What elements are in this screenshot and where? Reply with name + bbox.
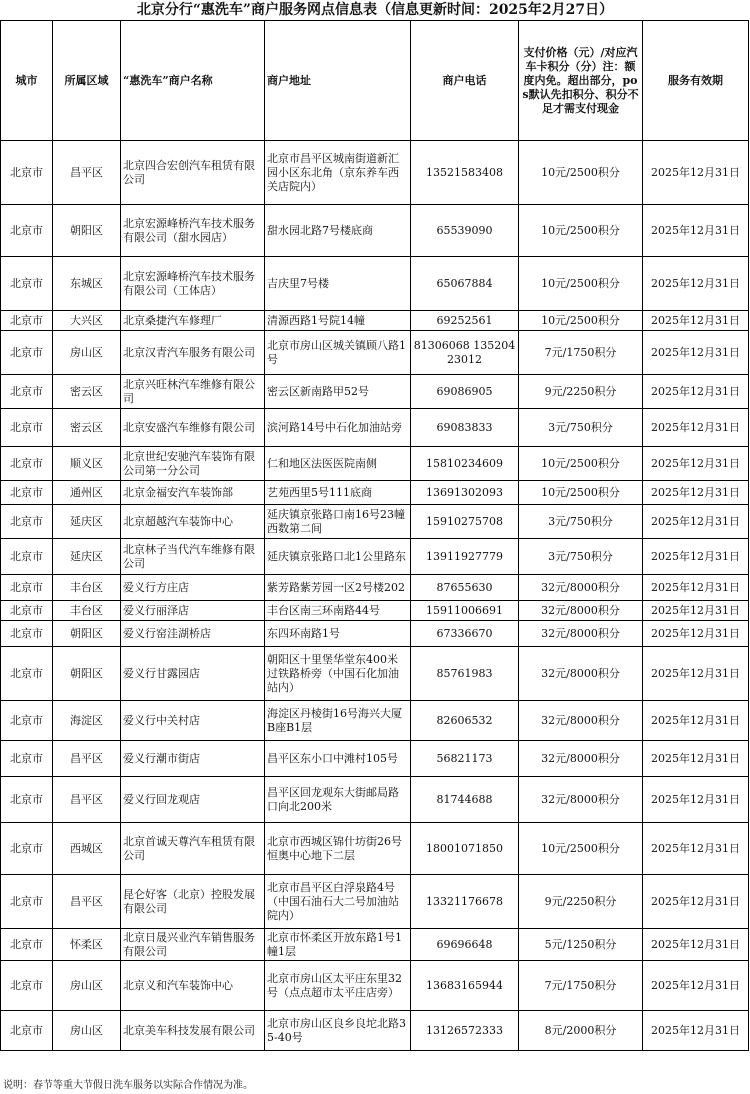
cell-district: 延庆区 (53, 505, 121, 539)
cell-district: 密云区 (53, 375, 121, 409)
cell-phone: 87655630 (411, 575, 519, 601)
cell-merchant: 北京义和汽车装饰中心 (121, 961, 265, 1011)
cell-price: 32元/8000积分 (519, 601, 643, 621)
cell-city: 北京市 (1, 141, 53, 205)
cell-address: 丰台区南三环南路44号 (265, 601, 411, 621)
header-phone: 商户电话 (411, 21, 519, 141)
cell-address: 仁和地区法医医院南侧 (265, 447, 411, 481)
cell-validity: 2025年12月31日 (643, 647, 749, 701)
table-row (1, 375, 749, 409)
cell-city: 北京市 (1, 539, 53, 575)
cell-address: 清源西路1号院14幢 (265, 311, 411, 331)
cell-city: 北京市 (1, 961, 53, 1011)
cell-district: 大兴区 (53, 311, 121, 331)
cell-city: 北京市 (1, 1011, 53, 1051)
cell-district: 怀柔区 (53, 929, 121, 961)
cell-city: 北京市 (1, 875, 53, 929)
cell-validity: 2025年12月31日 (643, 141, 749, 205)
cell-price: 10元/2500积分 (519, 823, 643, 875)
cell-validity: 2025年12月31日 (643, 701, 749, 741)
cell-city: 北京市 (1, 701, 53, 741)
table-row (1, 481, 749, 505)
table-row (1, 701, 749, 741)
cell-city: 北京市 (1, 505, 53, 539)
cell-address: 延庆镇京张路口北1公里路东 (265, 539, 411, 575)
table-row (1, 875, 749, 929)
footnote: 说明：春节等重大节假日洗车服务以实际合作情况为准。 (3, 1080, 253, 1091)
table-row (1, 539, 749, 575)
table-row (1, 447, 749, 481)
cell-phone: 13521583408 (411, 141, 519, 205)
cell-district: 海淀区 (53, 701, 121, 741)
cell-price: 10元/2500积分 (519, 481, 643, 505)
cell-price: 32元/8000积分 (519, 741, 643, 777)
cell-merchant: 北京林子当代汽车维修有限公司 (121, 539, 265, 575)
table-row (1, 205, 749, 257)
cell-merchant: 北京宏源峰桥汽车技术服务有限公司（甜水园店） (121, 205, 265, 257)
cell-address: 昌平区东小口中滩村105号 (265, 741, 411, 777)
cell-price: 10元/2500积分 (519, 311, 643, 331)
cell-merchant: 北京首诚天尊汽车租赁有限公司 (121, 823, 265, 875)
cell-district: 朝阳区 (53, 647, 121, 701)
cell-address: 昌平区回龙观东大街邮局路口向北200米 (265, 777, 411, 823)
cell-validity: 2025年12月31日 (643, 447, 749, 481)
cell-phone: 67336670 (411, 621, 519, 647)
cell-address: 海淀区丹棱街16号海兴大厦B座B1层 (265, 701, 411, 741)
table-row (1, 257, 749, 311)
cell-validity: 2025年12月31日 (643, 929, 749, 961)
cell-city: 北京市 (1, 621, 53, 647)
cell-validity: 2025年12月31日 (643, 777, 749, 823)
cell-phone: 69083833 (411, 409, 519, 447)
cell-phone: 13911927779 (411, 539, 519, 575)
cell-merchant: 爱义行甘露园店 (121, 647, 265, 701)
cell-district: 房山区 (53, 1011, 121, 1051)
cell-phone: 56821173 (411, 741, 519, 777)
cell-merchant: 爱义行回龙观店 (121, 777, 265, 823)
cell-validity: 2025年12月31日 (643, 875, 749, 929)
cell-phone: 15810234609 (411, 447, 519, 481)
table-row (1, 741, 749, 777)
table-row (1, 505, 749, 539)
cell-city: 北京市 (1, 575, 53, 601)
cell-city: 北京市 (1, 481, 53, 505)
cell-merchant: 爱义行窑洼湖桥店 (121, 621, 265, 647)
cell-city: 北京市 (1, 741, 53, 777)
cell-city: 北京市 (1, 331, 53, 375)
header-district: 所属区域 (53, 21, 121, 141)
cell-phone: 18001071850 (411, 823, 519, 875)
cell-address: 甜水园北路7号楼底商 (265, 205, 411, 257)
cell-address: 北京市昌平区白浮泉路4号（中国石油石大二号加油站院内） (265, 875, 411, 929)
cell-merchant: 北京世纪安驰汽车装饰有限公司第一分公司 (121, 447, 265, 481)
header-price: 支付价格（元）/对应汽车卡积分（分）注：额度内免。超出部分，pos默认先扣积分、积分不足才需支付现金 (519, 21, 643, 141)
cell-city: 北京市 (1, 409, 53, 447)
cell-district: 密云区 (53, 409, 121, 447)
cell-price: 32元/8000积分 (519, 701, 643, 741)
cell-district: 延庆区 (53, 539, 121, 575)
cell-address: 朝阳区十里堡华堂东400米过铁路桥旁（中国石化加油站内） (265, 647, 411, 701)
cell-price: 10元/2500积分 (519, 447, 643, 481)
cell-merchant: 昆仑好客（北京）控股发展有限公司 (121, 875, 265, 929)
cell-address: 延庆镇京张路口南16号23幢西数第二间 (265, 505, 411, 539)
cell-phone: 13691302093 (411, 481, 519, 505)
cell-validity: 2025年12月31日 (643, 539, 749, 575)
cell-validity: 2025年12月31日 (643, 409, 749, 447)
cell-phone: 82606532 (411, 701, 519, 741)
cell-address: 紫芳路紫芳园一区2号楼202 (265, 575, 411, 601)
cell-price: 3元/750积分 (519, 505, 643, 539)
cell-address: 北京市西城区锦什坊街26号恒奥中心地下二层 (265, 823, 411, 875)
cell-phone: 65539090 (411, 205, 519, 257)
cell-price: 32元/8000积分 (519, 575, 643, 601)
cell-city: 北京市 (1, 929, 53, 961)
cell-district: 西城区 (53, 823, 121, 875)
table-row (1, 823, 749, 875)
header-city: 城市 (1, 21, 53, 141)
table-row (1, 961, 749, 1011)
cell-price: 9元/2250积分 (519, 875, 643, 929)
cell-district: 顺义区 (53, 447, 121, 481)
cell-merchant: 北京桑捷汽车修理厂 (121, 311, 265, 331)
cell-phone: 15911006691 (411, 601, 519, 621)
cell-district: 昌平区 (53, 777, 121, 823)
cell-merchant: 爱义行中关村店 (121, 701, 265, 741)
cell-validity: 2025年12月31日 (643, 205, 749, 257)
cell-validity: 2025年12月31日 (643, 575, 749, 601)
cell-city: 北京市 (1, 601, 53, 621)
cell-phone: 13683165944 (411, 961, 519, 1011)
cell-price: 10元/2500积分 (519, 141, 643, 205)
cell-district: 昌平区 (53, 741, 121, 777)
cell-city: 北京市 (1, 447, 53, 481)
cell-price: 32元/8000积分 (519, 777, 643, 823)
cell-address: 艺苑西里5号111底商 (265, 481, 411, 505)
cell-price: 3元/750积分 (519, 409, 643, 447)
cell-price: 3元/750积分 (519, 539, 643, 575)
cell-city: 北京市 (1, 311, 53, 331)
cell-price: 8元/2000积分 (519, 1011, 643, 1051)
cell-validity: 2025年12月31日 (643, 375, 749, 409)
cell-merchant: 北京安盛汽车维修有限公司 (121, 409, 265, 447)
cell-city: 北京市 (1, 777, 53, 823)
cell-validity: 2025年12月31日 (643, 1011, 749, 1051)
cell-address: 滨河路14号中石化加油站旁 (265, 409, 411, 447)
table-header-row (1, 21, 749, 141)
cell-phone: 69696648 (411, 929, 519, 961)
cell-merchant: 北京四合宏创汽车租赁有限公司 (121, 141, 265, 205)
cell-city: 北京市 (1, 257, 53, 311)
cell-city: 北京市 (1, 375, 53, 409)
page-title: 北京分行“惠洗车”商户服务网点信息表（信息更新时间：2025年2月27日） (136, 2, 614, 18)
table-row (1, 409, 749, 447)
table-row (1, 1011, 749, 1051)
cell-merchant: 爱义行方庄店 (121, 575, 265, 601)
cell-district: 房山区 (53, 331, 121, 375)
cell-price: 7元/1750积分 (519, 961, 643, 1011)
table-row (1, 777, 749, 823)
cell-validity: 2025年12月31日 (643, 331, 749, 375)
cell-phone: 81744688 (411, 777, 519, 823)
cell-phone: 65067884 (411, 257, 519, 311)
table-row (1, 929, 749, 961)
cell-address: 密云区新南路甲52号 (265, 375, 411, 409)
cell-district: 昌平区 (53, 141, 121, 205)
cell-district: 通州区 (53, 481, 121, 505)
cell-merchant: 北京汉青汽车服务有限公司 (121, 331, 265, 375)
cell-district: 昌平区 (53, 875, 121, 929)
cell-validity: 2025年12月31日 (643, 481, 749, 505)
cell-district: 朝阳区 (53, 621, 121, 647)
cell-phone: 69252561 (411, 311, 519, 331)
cell-phone: 13126572333 (411, 1011, 519, 1051)
cell-address: 吉庆里7号楼 (265, 257, 411, 311)
table-row (1, 601, 749, 621)
cell-district: 房山区 (53, 961, 121, 1011)
cell-validity: 2025年12月31日 (643, 311, 749, 331)
cell-address: 北京市昌平区城南街道新汇园小区东北角（京东养车西关店院内） (265, 141, 411, 205)
table-row (1, 621, 749, 647)
cell-price: 10元/2500积分 (519, 205, 643, 257)
cell-merchant: 北京超越汽车装饰中心 (121, 505, 265, 539)
table-row (1, 141, 749, 205)
merchant-table (0, 20, 749, 1051)
cell-district: 朝阳区 (53, 205, 121, 257)
cell-merchant: 北京宏源峰桥汽车技术服务有限公司（工体店） (121, 257, 265, 311)
table-row (1, 311, 749, 331)
cell-city: 北京市 (1, 647, 53, 701)
cell-validity: 2025年12月31日 (643, 961, 749, 1011)
cell-address: 北京市房山区太平庄东里32号（点点超市太平庄店旁） (265, 961, 411, 1011)
cell-price: 5元/1250积分 (519, 929, 643, 961)
cell-phone: 69086905 (411, 375, 519, 409)
cell-address: 北京市怀柔区开放东路1号1幢1层 (265, 929, 411, 961)
table-row (1, 575, 749, 601)
cell-district: 东城区 (53, 257, 121, 311)
cell-validity: 2025年12月31日 (643, 257, 749, 311)
cell-validity: 2025年12月31日 (643, 505, 749, 539)
header-validity: 服务有效期 (643, 21, 749, 141)
cell-price: 10元/2500积分 (519, 257, 643, 311)
cell-merchant: 爱义行潮市街店 (121, 741, 265, 777)
header-address: 商户地址 (265, 21, 411, 141)
cell-phone: 85761983 (411, 647, 519, 701)
cell-phone: 15910275708 (411, 505, 519, 539)
cell-price: 32元/8000积分 (519, 647, 643, 701)
cell-price: 32元/8000积分 (519, 621, 643, 647)
cell-city: 北京市 (1, 205, 53, 257)
cell-price: 9元/2250积分 (519, 375, 643, 409)
table-row (1, 647, 749, 701)
cell-merchant: 北京金福安汽车装饰部 (121, 481, 265, 505)
cell-merchant: 北京日晟兴业汽车销售服务有限公司 (121, 929, 265, 961)
cell-address: 北京市房山区城关镇顾八路1号 (265, 331, 411, 375)
cell-district: 丰台区 (53, 601, 121, 621)
cell-address: 东四环南路1号 (265, 621, 411, 647)
header-merchant: “惠洗车”商户名称 (121, 21, 265, 141)
cell-address: 北京市房山区良乡良坨北路35-40号 (265, 1011, 411, 1051)
cell-validity: 2025年12月31日 (643, 621, 749, 647)
cell-merchant: 爱义行丽泽店 (121, 601, 265, 621)
cell-validity: 2025年12月31日 (643, 741, 749, 777)
cell-validity: 2025年12月31日 (643, 823, 749, 875)
cell-merchant: 北京美车科技发展有限公司 (121, 1011, 265, 1051)
cell-validity: 2025年12月31日 (643, 601, 749, 621)
cell-price: 7元/1750积分 (519, 331, 643, 375)
cell-city: 北京市 (1, 823, 53, 875)
cell-merchant: 北京兴旺林汽车维修有限公司 (121, 375, 265, 409)
cell-district: 丰台区 (53, 575, 121, 601)
cell-phone: 81306068 13520423012 (411, 331, 519, 375)
table-row (1, 331, 749, 375)
cell-phone: 13321176678 (411, 875, 519, 929)
